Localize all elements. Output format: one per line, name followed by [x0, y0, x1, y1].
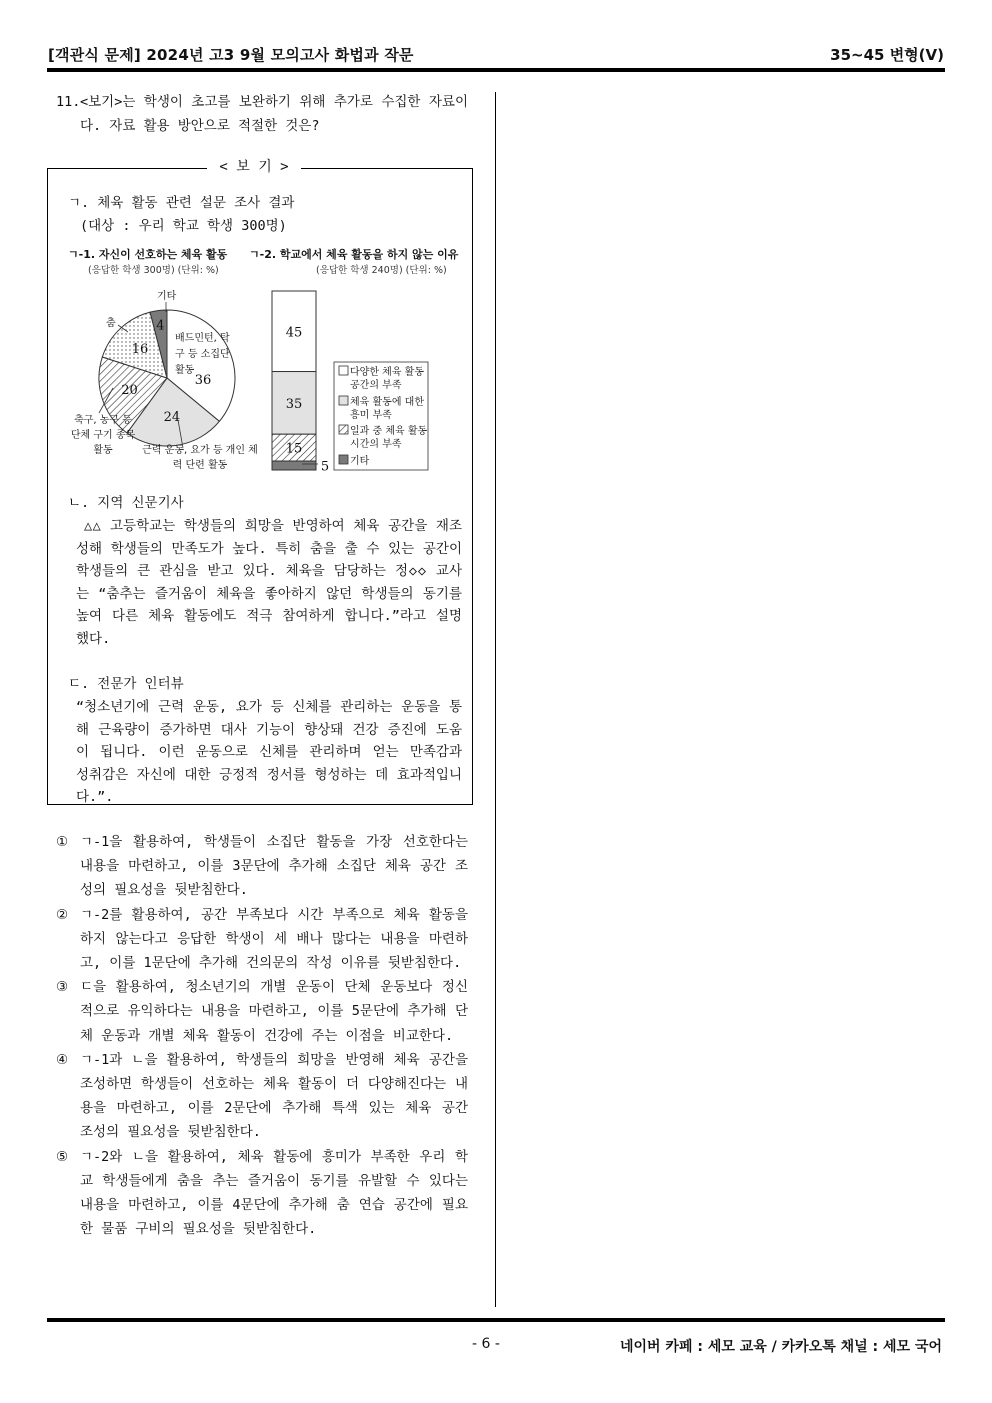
header-title: [객관식 문제] 2024년 고3 9월 모의고사 화법과 작문 — [48, 46, 414, 64]
pie-value-label: 16 — [131, 342, 149, 358]
page-number: - 6 - — [472, 1336, 500, 1352]
option-text: ㄱ-2를 활용하여, 공간 부족보다 시간 부족으로 체육 활동을 하지 않는다고 응답한 학생이 세 배나 많다는 내용을 마련하고, 이를 1문단에 추가해 건의문의 작성 이유를 뒷받침한다. — [80, 906, 468, 972]
legend-swatch — [339, 425, 348, 434]
legend-swatch — [339, 396, 348, 405]
section-a-target: (대상 : 우리 학교 학생 300명) — [80, 218, 287, 234]
option-5[interactable] — [56, 1145, 468, 1242]
question-text: <보기>는 학생이 초고를 보완하기 위해 추가로 수집한 자료이다. 자료 활용 방안으로 적절한 것은? — [80, 94, 468, 134]
bar-segment — [272, 461, 316, 470]
legend-item-other: 기타 — [350, 456, 370, 467]
pie-label-dance: 춤 — [106, 318, 116, 329]
section-a-heading: ㄱ. 체육 활동 관련 설문 조사 결과 — [68, 195, 295, 211]
pie-label-fitness: 근력 운동, 요가 등 개인 체력 단련 활동 — [142, 445, 258, 471]
footer-credit: 네이버 카페 : 세모 교육 / 카카오톡 채널 : 세모 국어 — [619, 1339, 942, 1355]
section-b-body: △△ 고등학교는 학생들의 희망을 반영하여 체육 공간을 재조성해 학생들의 만족도가 높다. 특히 춤을 출 수 있는 공간이 학생들의 큰 관심을 받고 있다. 체육을 담당하는 정◇◇ 교사는 “춤추는 즐거움이 체육을 좋아하지 않던 학생들의 동기를 높여 다른 체육 활동에도 적극 참여하게 합니다.”라고 설명했다. — [76, 518, 462, 647]
option-marker: ② — [56, 906, 69, 923]
legend-item-space: 다양한 체육 활동 공간의 부족 — [350, 367, 424, 391]
chart1-title: ㄱ-1. 자신이 선호하는 체육 활동 — [68, 248, 228, 261]
bottom-rule — [47, 1318, 945, 1322]
bar-value-label: 35 — [285, 396, 303, 412]
option-text: ㄱ-1을 활용하여, 학생들이 소집단 활동을 가장 선호한다는 내용을 마련하고, 이를 3문단에 추가해 소집단 체육 공간 조성의 필요성을 뒷받침한다. — [80, 834, 468, 899]
option-text: ㄱ-2와 ㄴ을 활용하여, 체육 활동에 흥미가 부족한 우리 학교 학생들에게 춤을 추는 즐거움이 동기를 유발할 수 있다는 내용을 마련하고, 이를 4문단에 추가해 춤 연습 공간에 필요한 물품 구비의 필요성을 뒷받침한다. — [80, 1148, 468, 1238]
option-marker: ④ — [56, 1051, 69, 1068]
pie-label-small-group: 배드민턴, 탁구 등 소집단 활동 — [175, 333, 230, 376]
legend-swatch — [339, 366, 348, 375]
option-3[interactable] — [56, 975, 468, 1048]
pie-label-other: 기타 — [157, 291, 177, 302]
section-c-heading: ㄷ. 전문가 인터뷰 — [68, 676, 184, 692]
answer-options — [56, 830, 468, 1241]
question-number: 11. — [56, 94, 81, 110]
chart2-subtitle: (응답한 학생 240명) (단위: %) — [316, 265, 447, 276]
bar-value-label: 5 — [320, 459, 330, 475]
option-marker: ③ — [56, 979, 69, 996]
pie-label-team-ball: 축구, 농구 등 단체 구기 종목 활동 — [70, 415, 136, 456]
legend-item-time: 일과 중 체육 활동 시간의 부족 — [350, 426, 428, 450]
header-range: 35~45 변형(V) — [830, 46, 944, 64]
option-2[interactable] — [56, 903, 468, 976]
option-text: ㄱ-1과 ㄴ을 활용하여, 학생들의 희망을 반영해 체육 공간을 조성하면 학생들이 선호하는 체육 활동이 더 다양해진다는 내용을 마련하고, 이를 2문단에 추가해 특색 있는 체육 공간 조성의 필요성을 뒷받침한다. — [80, 1051, 468, 1141]
bar-value-label: 15 — [285, 441, 303, 457]
bogi-title: < 보 기 > — [207, 156, 301, 178]
section-c-body: “청소년기에 근력 운동, 요가 등 신체를 관리하는 운동을 통해 근육량이 증가하면 대사 기능이 향상돼 건강 증진에 도움이 됩니다. 이런 운동으로 신체를 관리하며 얻는 만족감과 성취감은 자신에 대한 긍정적 정서를 형성하는 데 효과적입니다.”. — [76, 699, 462, 805]
chart1-subtitle: (응답한 학생 300명) (단위: %) — [88, 265, 219, 276]
option-marker: ① — [56, 834, 69, 850]
option-marker: ⑤ — [56, 1148, 69, 1165]
chart2-title: ㄱ-2. 학교에서 체육 활동을 하지 않는 이유 — [249, 248, 459, 261]
option-text: ㄷ을 활용하여, 청소년기의 개별 운동이 단체 운동보다 정신적으로 유익하다는 내용을 마련하고, 이를 5문단에 추가해 단체 운동과 개별 체육 활동이 건강에 주는 이점을 비교한다. — [80, 979, 468, 1044]
option-1[interactable] — [56, 830, 468, 903]
pie-value-label: 24 — [163, 410, 181, 426]
pie-value-label: 4 — [156, 318, 165, 334]
legend-item-interest: 체육 활동에 대한 흥미 부족 — [350, 397, 424, 421]
bar-value-label: 45 — [285, 325, 303, 341]
option-4[interactable] — [56, 1048, 468, 1145]
pie-value-label: 36 — [194, 373, 212, 388]
pie-value-label: 20 — [121, 383, 138, 399]
legend-swatch — [339, 455, 348, 464]
section-b-heading: ㄴ. 지역 신문기사 — [68, 495, 184, 511]
